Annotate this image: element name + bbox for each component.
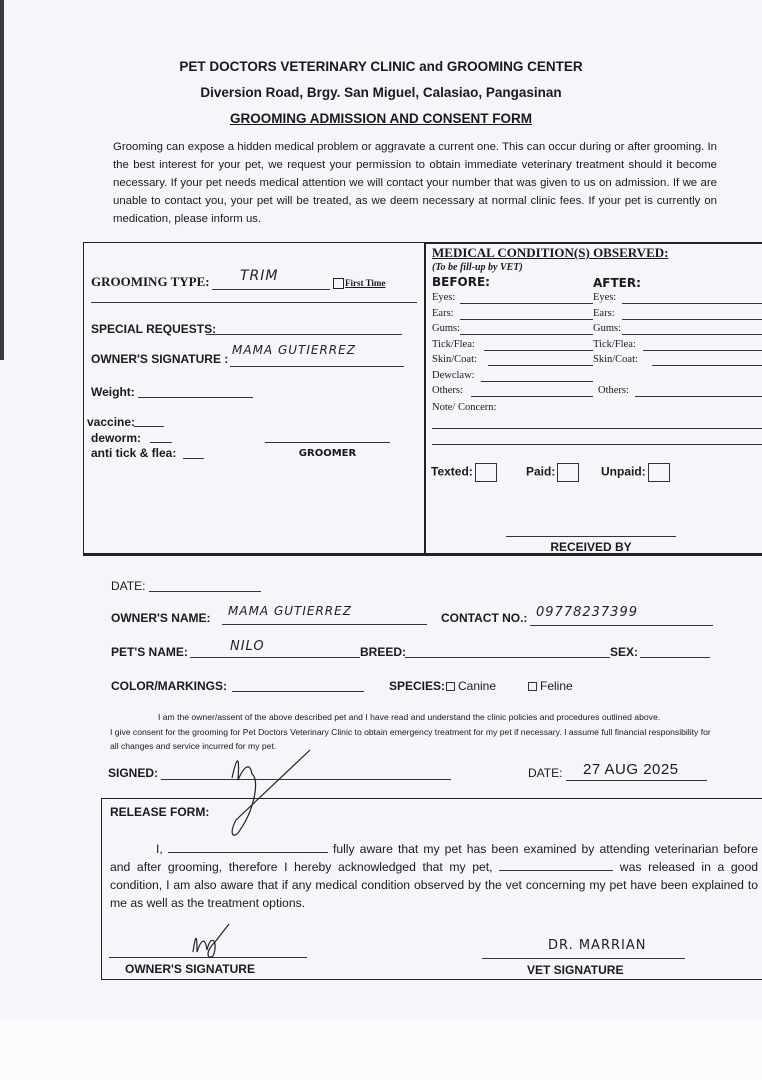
before-field[interactable] (471, 396, 593, 397)
consent-text (110, 710, 718, 754)
owner-signature-label: OWNER'S SIGNATURE : (91, 352, 229, 366)
before-ears-label: Ears: (432, 307, 454, 319)
after-gums-label: Gums: (593, 323, 622, 334)
before-field[interactable] (484, 350, 593, 351)
contact-field[interactable] (530, 625, 713, 626)
pet-name-label: PET'S NAME: (111, 645, 188, 659)
species-feline-option[interactable] (528, 679, 573, 693)
before-label: BEFORE: (432, 275, 490, 289)
after-field[interactable] (652, 365, 762, 366)
clinic-name: PET DOCTORS VETERINARY CLINIC and GROOMING CENTER (179, 59, 583, 74)
pet-name-field[interactable] (190, 657, 360, 658)
special-requests-field[interactable] (206, 334, 402, 335)
pet-name-value: NILO (230, 639, 265, 654)
after-eyes-label: Eyes: (593, 292, 617, 303)
before-eyes-label: Eyes: (432, 292, 456, 303)
after-others-label: Others: (598, 385, 629, 396)
owner-name-label: OWNER'S NAME: (111, 611, 211, 625)
species-canine-option[interactable] (446, 679, 496, 693)
box-divider (424, 242, 426, 555)
unpaid-field[interactable] (601, 463, 670, 482)
before-others-label: Others: (432, 385, 463, 396)
before-field[interactable] (460, 334, 593, 335)
first-time-label: First Time (345, 278, 386, 288)
before-skincoat-label: Skin/Coat: (432, 354, 477, 365)
before-field[interactable] (460, 303, 593, 304)
color-markings-field[interactable] (232, 691, 364, 692)
grooming-type-value: TRIM (240, 268, 279, 284)
vaccine-label: vaccine: (87, 415, 136, 429)
anti-tick-label: anti tick & flea: (91, 446, 177, 460)
vet-signature-value: DR. MARRIAN (548, 938, 647, 953)
before-gums-label: Gums: (432, 323, 461, 334)
note-label: Note/ Concern: (432, 402, 497, 413)
groomer-label: GROOMER (298, 448, 357, 459)
color-markings-label: COLOR/MARKINGS: (111, 679, 227, 693)
before-tickflea-label: Tick/Flea: (432, 338, 475, 350)
first-time-checkbox[interactable] (333, 278, 385, 289)
anti-tick-field[interactable] (183, 458, 204, 459)
release-text-part1: fully aware that my pet has been examined by attending veterinarian before and after grooming, therefore I hereby acknowledged that my pet, (110, 842, 758, 874)
form-title: GROOMING ADMISSION AND CONSENT FORM (230, 111, 532, 126)
special-requests-label: SPECIAL REQUESTS: (91, 322, 217, 336)
vet-signature-line[interactable] (482, 958, 685, 959)
grooming-type-label: GROOMING TYPE: (91, 274, 210, 289)
unpaid-label: Unpaid: (601, 464, 646, 479)
paid-checkbox[interactable] (557, 463, 579, 482)
scan-bottom-margin (0, 1020, 762, 1080)
consent-date-field[interactable] (566, 780, 707, 781)
after-skincoat-label: Skin/Coat: (593, 354, 638, 365)
before-field[interactable] (481, 381, 593, 382)
owner-name-field[interactable] (222, 624, 427, 625)
release-form-title: RELEASE FORM: (110, 805, 210, 819)
vaccine-field[interactable] (134, 426, 164, 427)
owner-signature-scribble (185, 922, 235, 962)
consent-date-value: 27 AUG 2025 (583, 761, 679, 778)
release-pet-name-field[interactable] (499, 859, 613, 871)
after-field[interactable] (622, 303, 762, 304)
after-field[interactable] (622, 319, 762, 320)
owner-signature-value: MAMA GUTIERREZ (232, 343, 356, 357)
note-line-2[interactable] (432, 444, 762, 445)
received-by-label: RECEIVED BY (550, 540, 632, 554)
note-line-1[interactable] (432, 428, 762, 429)
texted-checkbox[interactable] (475, 463, 497, 482)
received-by-line[interactable] (506, 536, 676, 537)
consent-line-rest: I give consent for the grooming for Pet Doctors Veterinary Clinic to obtain emergency treatment for my pet if necessary. I assume full financial responsibility for all changes and service incurred for my pet. (110, 726, 711, 751)
vet-signature-label: VET SIGNATURE (527, 963, 624, 977)
medical-title: MEDICAL CONDITION(S) OBSERVED: (432, 245, 669, 260)
species-label: SPECIES: (389, 679, 446, 693)
after-field[interactable] (635, 396, 762, 397)
breed-label: BREED: (360, 645, 407, 659)
clinic-address: Diversion Road, Brgy. San Miguel, Calasiao, Pangasinan (200, 85, 562, 100)
release-owner-name-field[interactable] (168, 841, 328, 853)
checkbox-icon (528, 682, 537, 691)
medical-subtitle: (To be fill-up by VET) (432, 262, 523, 273)
owner-signature-field[interactable] (230, 366, 404, 367)
after-tickflea-label: Tick/Flea: (593, 338, 636, 350)
after-ears-label: Ears: (593, 307, 615, 319)
release-text-part2: was released in a good condition, I am also aware that if any medical condition observed by the vet concerning my pet have been explained to me as well as the treatment options. (110, 860, 758, 910)
date-label: DATE: (111, 579, 146, 593)
before-field[interactable] (460, 319, 593, 320)
groomer-signature-line[interactable] (265, 442, 390, 443)
deworm-label: deworm: (91, 431, 142, 445)
deworm-field[interactable] (150, 442, 172, 443)
sex-label: SEX: (610, 645, 639, 659)
medical-box-top (424, 242, 762, 244)
paid-label: Paid: (526, 464, 556, 479)
scan-edge (0, 0, 4, 360)
canine-label: Canine (458, 679, 497, 693)
feline-label: Feline (540, 679, 573, 693)
texted-label: Texted: (431, 464, 473, 479)
release-form-text (110, 840, 758, 912)
consent-line-1: I am the owner/assent of the above described pet and I have read and understand the clinic policies and procedures outlined above. (158, 712, 661, 722)
grooming-extra-line[interactable] (91, 302, 417, 303)
after-label: AFTER: (593, 276, 641, 290)
grooming-type-field[interactable] (212, 289, 330, 290)
contact-value: 09778237399 (536, 605, 638, 620)
weight-field[interactable] (138, 397, 253, 398)
after-field[interactable] (622, 334, 762, 335)
breed-field[interactable] (405, 657, 610, 658)
consent-date-label: DATE: (528, 766, 563, 780)
owner-name-value: MAMA GUTIERREZ (228, 604, 352, 618)
release-owner-signature-label: OWNER'S SIGNATURE (125, 962, 255, 976)
signed-label: SIGNED: (108, 766, 159, 780)
before-field[interactable] (488, 365, 593, 366)
sex-field[interactable] (640, 657, 710, 658)
unpaid-checkbox[interactable] (648, 463, 670, 482)
checkbox-icon (333, 278, 344, 289)
after-field[interactable] (643, 350, 762, 351)
intro-paragraph: Grooming can expose a hidden medical problem or aggravate a current one. This can occur during or after grooming. In the best interest for your pet, we request your permission to obtain immediate veterinary treatment should it become necessary. If your pet needs medical attention we will contact your number that was given to us on admission. If we are unable to contact you, your pet will be treated, as we deem necessary at normal clinic fees. If your pet is currently on medication, please inform us. (113, 141, 717, 225)
checkbox-icon (446, 682, 455, 691)
paid-field[interactable] (526, 463, 579, 482)
date-field[interactable] (149, 591, 261, 592)
release-text-i: I, (156, 842, 163, 856)
before-dewclaw-label: Dewclaw: (432, 369, 475, 381)
weight-label: Weight: (91, 385, 135, 399)
texted-field[interactable] (431, 463, 497, 482)
contact-label: CONTACT NO.: (441, 611, 528, 625)
